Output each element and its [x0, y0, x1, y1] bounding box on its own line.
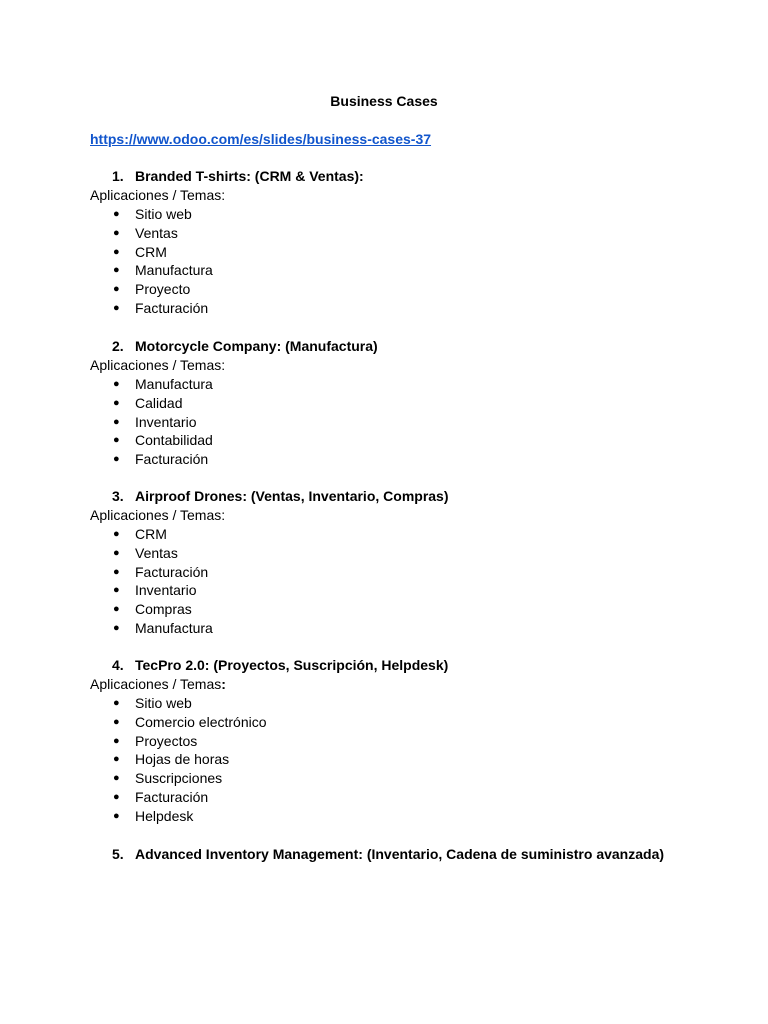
case-heading	[0, 487, 768, 506]
case-title: Motorcycle Company: (Manufactura)	[135, 338, 378, 354]
list-item	[0, 563, 768, 582]
case-heading	[0, 656, 768, 675]
list-item-text: Proyectos	[135, 732, 198, 749]
list-item	[0, 788, 768, 807]
list-item	[0, 280, 768, 299]
case-item-list	[0, 205, 768, 318]
list-item-text: Sitio web	[135, 695, 192, 711]
list-item	[0, 413, 768, 432]
list-item-text: CRM	[135, 526, 167, 542]
list-item-text: Comercio electrónico	[135, 713, 267, 730]
list-item-text: Proyecto	[135, 281, 191, 298]
bullet-icon: ●	[113, 226, 120, 239]
list-item-text: Manufactura	[135, 376, 213, 392]
list-item	[0, 732, 768, 751]
case-number: 2.	[112, 338, 124, 354]
list-item-text: Facturación	[135, 788, 209, 805]
case-number: 5.	[112, 846, 124, 862]
case-subtitle-text: Aplicaciones / Temas	[90, 676, 222, 692]
case-subtitle: Aplicaciones / Temas:	[90, 507, 226, 523]
list-item	[0, 807, 768, 826]
case-heading	[0, 845, 768, 864]
list-item	[0, 525, 768, 544]
list-item-text: Ventas	[135, 224, 178, 241]
bullet-icon: ●	[113, 621, 120, 634]
list-item	[0, 694, 768, 713]
list-item	[0, 431, 768, 450]
list-item-text: Inventario	[135, 413, 197, 430]
case-heading	[0, 337, 768, 356]
list-item	[0, 224, 768, 243]
list-item-text: Calidad	[135, 394, 183, 411]
list-item	[0, 375, 768, 394]
list-item	[0, 243, 768, 262]
list-item-text: Hojas de horas	[135, 751, 230, 768]
list-item-text: Facturación	[135, 451, 209, 468]
case-1	[0, 167, 768, 318]
list-item	[0, 299, 768, 318]
bullet-icon: ●	[113, 208, 120, 220]
case-subtitle-colon: :	[221, 676, 226, 692]
case-title: Airproof Drones: (Ventas, Inventario, Compras)	[135, 488, 449, 504]
bullet-icon: ●	[113, 415, 120, 428]
case-title: Advanced Inventory Management: (Inventario, Cadena de suministro avanzada)	[135, 846, 665, 862]
case-3	[0, 487, 768, 638]
case-item-list	[0, 694, 768, 826]
bullet-icon: ●	[113, 790, 120, 803]
case-2	[0, 337, 768, 469]
list-item-text: CRM	[135, 243, 167, 260]
list-item	[0, 205, 768, 224]
case-subtitle	[0, 675, 768, 694]
list-item	[0, 450, 768, 469]
bullet-icon: ●	[113, 546, 120, 559]
bullet-icon: ●	[113, 809, 120, 822]
list-item	[0, 544, 768, 563]
bullet-icon: ●	[113, 734, 120, 747]
list-item	[0, 581, 768, 600]
document-title: Business Cases	[330, 93, 438, 109]
list-item	[0, 600, 768, 619]
bullet-icon: ●	[113, 264, 120, 277]
case-number: 1.	[112, 168, 124, 184]
bullet-icon: ●	[113, 715, 120, 728]
case-title: Branded T-shirts: (CRM & Ventas):	[135, 168, 364, 184]
list-item	[0, 750, 768, 769]
list-item-text: Helpdesk	[135, 807, 194, 824]
list-item-text: Manufactura	[135, 619, 213, 636]
list-item	[0, 713, 768, 732]
case-item-list	[0, 375, 768, 469]
list-item	[0, 769, 768, 788]
bullet-icon: ●	[113, 434, 120, 447]
case-number: 4.	[112, 657, 124, 673]
case-title: TecPro 2.0: (Proyectos, Suscripción, Helpdesk)	[135, 657, 449, 673]
bullet-icon: ●	[113, 378, 120, 390]
list-item-text: Contabilidad	[135, 432, 213, 449]
case-subtitle: Aplicaciones / Temas:	[90, 187, 226, 203]
case-heading	[0, 167, 768, 186]
bullet-icon: ●	[113, 772, 120, 785]
list-item	[0, 261, 768, 280]
case-item-list	[0, 525, 768, 638]
case-5	[0, 845, 768, 864]
bullet-icon: ●	[113, 283, 120, 296]
bullet-icon: ●	[113, 584, 120, 597]
case-4	[0, 656, 768, 826]
list-item	[0, 394, 768, 413]
list-item-text: Ventas	[135, 544, 178, 561]
bullet-icon: ●	[113, 697, 120, 709]
bullet-icon: ●	[113, 301, 120, 314]
bullet-icon: ●	[113, 603, 120, 616]
bullet-icon: ●	[113, 753, 120, 766]
bullet-icon: ●	[113, 396, 120, 409]
list-item-text: Facturación	[135, 299, 209, 316]
list-item-text: Suscripciones	[135, 770, 223, 787]
list-item-text: Manufactura	[135, 262, 213, 279]
list-item	[0, 619, 768, 638]
case-subtitle: Aplicaciones / Temas:	[90, 357, 226, 373]
bullet-icon: ●	[113, 245, 120, 258]
business-cases-link[interactable]: https://www.odoo.com/es/slides/business-cases-37	[90, 131, 432, 147]
list-item-text: Sitio web	[135, 206, 192, 222]
list-item-text: Compras	[135, 601, 192, 618]
list-item-text: Facturación	[135, 563, 209, 580]
bullet-icon: ●	[113, 453, 120, 466]
bullet-icon: ●	[113, 528, 120, 540]
case-number: 3.	[112, 488, 124, 504]
bullet-icon: ●	[113, 565, 120, 578]
list-item-text: Inventario	[135, 582, 197, 599]
